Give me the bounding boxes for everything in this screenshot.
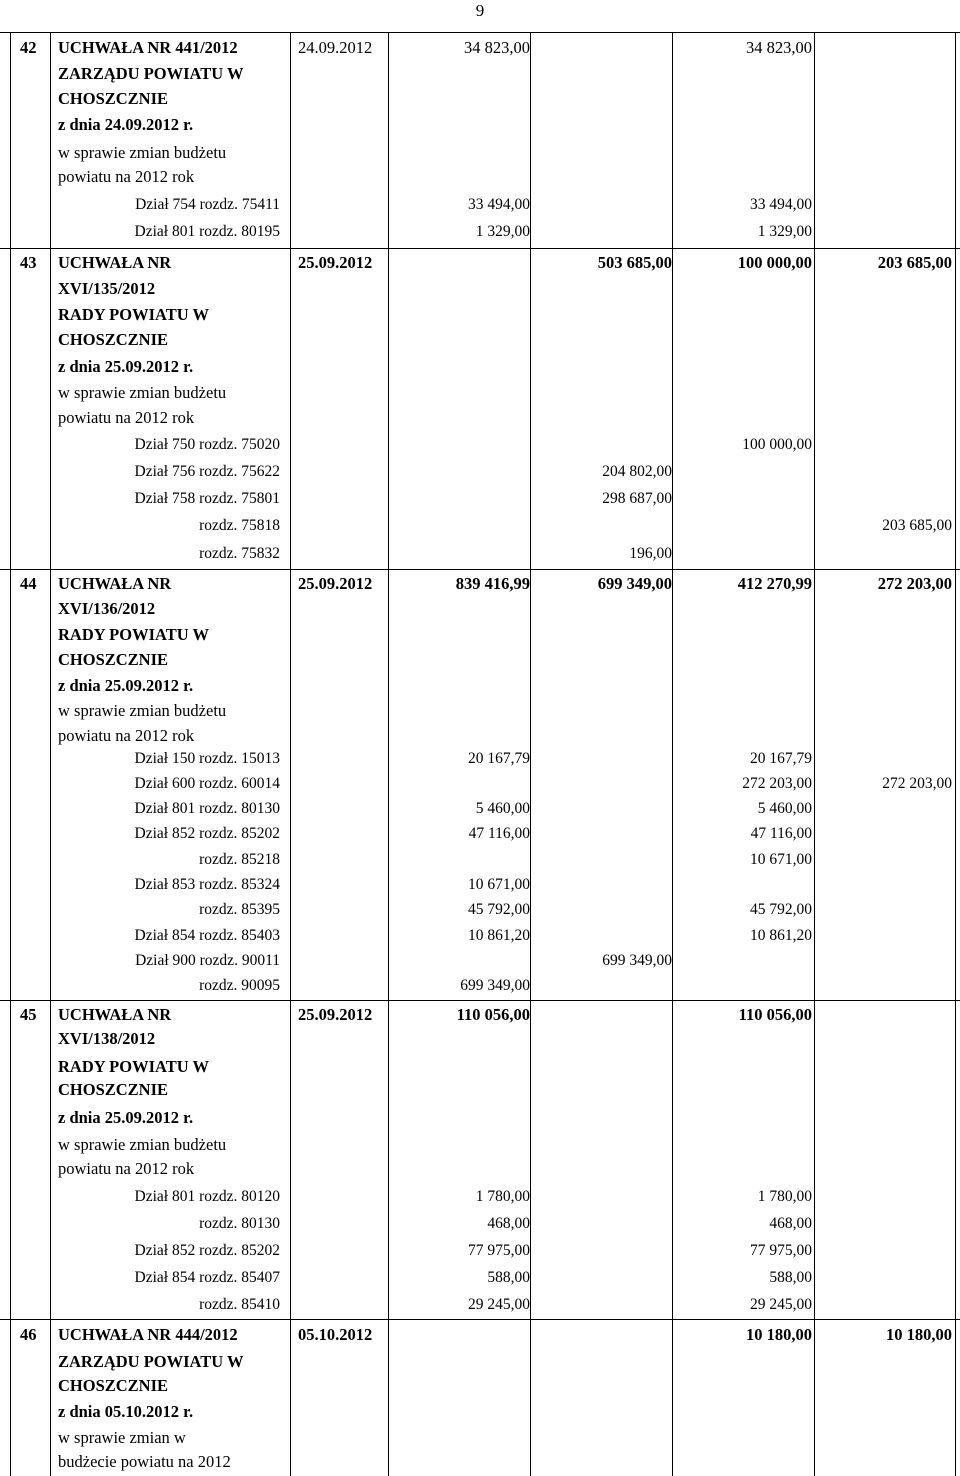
resolution-date-line: z dnia 05.10.2012 r. [58,1402,194,1421]
section-label: rozdz. 90095 [199,977,280,994]
section-label: Dział 900 rozdz. 90011 [135,952,280,969]
total-value: 272 203,00 [877,574,952,593]
total-value: 503 685,00 [597,253,672,272]
row-value: 10 671,00 [750,851,812,868]
resolution-subject-line: w sprawie zmian budżetu [58,701,227,720]
section-label: Dział 853 rozdz. 85324 [134,876,280,893]
row-value: 10 861,20 [468,927,530,944]
total-value: 839 416,99 [455,574,530,593]
section-label: Dział 854 rozdz. 85407 [134,1269,280,1286]
row-value: 196,00 [629,545,672,562]
total-value: 34 823,00 [746,38,812,57]
total-value: 203 685,00 [877,253,952,272]
resolution-date-line: z dnia 25.09.2012 r. [58,357,194,376]
row-value: 272 203,00 [882,775,952,792]
total-value: 412 270,99 [737,574,812,593]
resolution-subject-line: powiatu na 2012 rok [58,408,195,427]
entry-number: 46 [20,1325,37,1344]
row-value: 33 494,00 [468,196,530,213]
row-value: 33 494,00 [750,196,812,213]
row-value: 5 460,00 [475,800,530,817]
section-label: rozdz. 85395 [199,901,280,918]
row-value: 588,00 [769,1269,812,1286]
resolution-title-line: UCHWAŁA NR [58,574,172,593]
entry-date: 25.09.2012 [298,1005,373,1024]
resolution-title-line: UCHWAŁA NR 441/2012 [58,38,238,57]
resolution-subject-line: w sprawie zmian budżetu [58,1135,227,1154]
resolution-title-line: RADY POWIATU W [58,625,209,644]
section-label: Dział 758 rozdz. 75801 [134,490,280,507]
resolution-title-line: XVI/136/2012 [58,599,156,618]
resolution-subject-line: w sprawie zmian budżetu [58,143,227,162]
row-value: 272 203,00 [742,775,812,792]
section-label: Dział 600 rozdz. 60014 [134,775,280,792]
row-value: 588,00 [487,1269,530,1286]
resolution-title-line: UCHWAŁA NR [58,1005,172,1024]
row-value: 29 245,00 [750,1296,812,1313]
row-value: 204 802,00 [602,463,672,480]
section-label: Dział 852 rozdz. 85202 [134,1242,280,1259]
resolution-subject-line: w sprawie zmian w [58,1428,186,1447]
row-value: 298 687,00 [602,490,672,507]
resolution-title-line: CHOSZCZNIE [58,89,169,108]
resolution-title-line: XVI/135/2012 [58,279,156,298]
row-rule [0,248,960,249]
row-value: 47 116,00 [750,825,812,842]
section-label: Dział 854 rozdz. 85403 [134,927,280,944]
resolution-title-line: UCHWAŁA NR [58,253,172,272]
row-value: 29 245,00 [468,1296,530,1313]
resolution-title-line: CHOSZCZNIE [58,330,169,349]
row-value: 10 861,20 [750,927,812,944]
entry-number: 42 [20,38,37,57]
resolution-subject-line: budżecie powiatu na 2012 [58,1452,231,1471]
total-value: 699 349,00 [597,574,672,593]
resolution-title-line: RADY POWIATU W [58,305,209,324]
row-value: 1 780,00 [475,1188,530,1205]
section-label: Dział 801 rozdz. 80120 [134,1188,280,1205]
row-value: 1 780,00 [757,1188,812,1205]
resolution-subject-line: powiatu na 2012 rok [58,167,195,186]
row-value: 468,00 [487,1215,530,1232]
section-label: Dział 750 rozdz. 75020 [134,436,280,453]
section-label: Dział 801 rozdz. 80130 [134,800,280,817]
resolution-title-line: RADY POWIATU W [58,1057,209,1076]
row-rule [0,1000,960,1001]
section-label: Dział 754 rozdz. 75411 [135,196,280,213]
resolution-title-line: ZARZĄDU POWIATU W [58,64,244,83]
row-value: 203 685,00 [882,517,952,534]
row-value: 5 460,00 [757,800,812,817]
resolution-title-line: XVI/138/2012 [58,1029,156,1048]
total-value: 34 823,00 [464,38,530,57]
row-value: 100 000,00 [742,436,812,453]
resolution-subject-line: powiatu na 2012 rok [58,726,195,745]
row-value: 468,00 [769,1215,812,1232]
entry-date: 05.10.2012 [298,1325,373,1344]
section-label: rozdz. 75818 [199,517,280,534]
section-label: rozdz. 85218 [199,851,280,868]
row-rule [0,1319,960,1320]
row-value: 10 671,00 [468,876,530,893]
section-label: Dział 150 rozdz. 15013 [134,750,280,767]
entry-number: 43 [20,253,37,272]
total-value: 110 056,00 [738,1005,812,1024]
resolution-title-line: UCHWAŁA NR 444/2012 [58,1325,238,1344]
row-value: 45 792,00 [750,901,812,918]
resolution-title-line: CHOSZCZNIE [58,650,169,669]
section-label: Dział 756 rozdz. 75622 [134,463,280,480]
page-number: 9 [475,1,485,20]
resolution-title-line: ZARZĄDU POWIATU W [58,1352,244,1371]
row-rule [0,32,960,33]
row-value: 45 792,00 [468,901,530,918]
section-label: rozdz. 80130 [199,1215,280,1232]
row-value: 20 167,79 [750,750,812,767]
entry-date: 25.09.2012 [298,253,373,272]
section-label: Dział 852 rozdz. 85202 [134,825,280,842]
total-value: 110 056,00 [456,1005,530,1024]
entry-date: 24.09.2012 [298,38,373,57]
row-value: 1 329,00 [757,223,812,240]
row-value: 1 329,00 [475,223,530,240]
row-value: 699 349,00 [602,952,672,969]
row-rule [0,569,960,570]
entry-date: 25.09.2012 [298,574,373,593]
resolution-subject-line: powiatu na 2012 rok [58,1159,195,1178]
total-value: 10 180,00 [886,1325,952,1344]
total-value: 10 180,00 [746,1325,812,1344]
entry-number: 45 [20,1005,37,1024]
resolution-date-line: z dnia 24.09.2012 r. [58,115,194,134]
total-value: 100 000,00 [737,253,812,272]
entry-number: 44 [20,574,37,593]
section-label: Dział 801 rozdz. 80195 [134,223,280,240]
row-value: 20 167,79 [468,750,530,767]
section-label: rozdz. 85410 [199,1296,280,1313]
row-value: 77 975,00 [750,1242,812,1259]
resolution-title-line: CHOSZCZNIE [58,1376,169,1395]
resolution-date-line: z dnia 25.09.2012 r. [58,1108,194,1127]
resolution-title-line: CHOSZCZNIE [58,1080,169,1099]
section-label: rozdz. 75832 [199,545,280,562]
resolution-subject-line: w sprawie zmian budżetu [58,383,227,402]
row-value: 699 349,00 [460,977,530,994]
resolution-date-line: z dnia 25.09.2012 r. [58,676,194,695]
row-value: 47 116,00 [468,825,530,842]
row-value: 77 975,00 [468,1242,530,1259]
